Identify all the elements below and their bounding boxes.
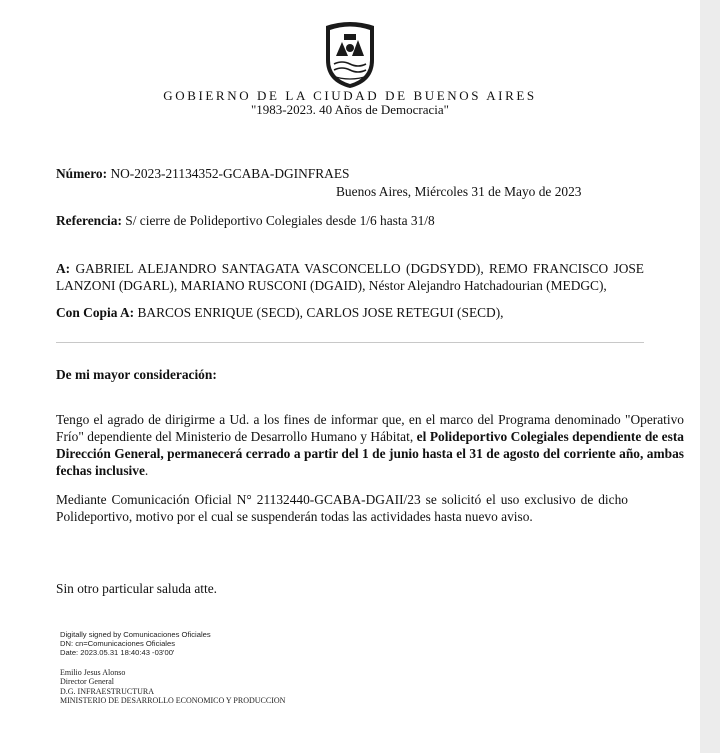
digital-signed-by: Digitally signed by Comunicaciones Oficiales [60, 630, 211, 639]
digital-dn: DN: cn=Comunicaciones Oficiales [60, 639, 176, 648]
body-paragraph-1 [56, 411, 684, 479]
p1-bold-text: el Polideportivo Colegiales dependiente de esta Dirección General, permanecerá cerrado a partir del 1 de junio hasta el 31 de agosto del corriente año, ambas fechas inclusive [56, 429, 684, 478]
signer-title: Director General [60, 677, 114, 687]
viewer-margin [700, 0, 720, 753]
p1-text: Tengo el agrado de dirigirme a Ud. a los fines de informar que, en el marco del Programa denominado "Operativo Frío" dependiente del Ministerio de Desarrollo Humano y Hábitat, [56, 412, 684, 444]
recipients-to [56, 260, 644, 294]
recipients-cc [56, 304, 504, 321]
signer-ministry: MINISTERIO DE DESARROLLO ECONOMICO Y PRODUCCION [60, 696, 286, 706]
closing-line: Sin otro particular saluda atte. [56, 581, 218, 596]
numero-value: NO-2023-21134352-GCABA-DGINFRAES [110, 166, 350, 181]
copia-label: Con Copia A: [56, 305, 135, 320]
numero-label: Número: [56, 166, 108, 181]
signer-unit: D.G. INFRAESTRUCTURA [60, 686, 155, 696]
p1-end: . [144, 463, 149, 478]
commemorative-motto: "1983-2023. 40 Años de Democracia" [251, 102, 449, 117]
document-number [56, 165, 349, 182]
signer-block [60, 668, 285, 706]
city-coat-of-arms-icon [322, 20, 378, 90]
digital-date: Date: 2023.05.31 18:40:43 -03'00' [60, 648, 175, 657]
salutation: De mi mayor consideración: [56, 367, 217, 382]
government-header: GOBIERNO DE LA CIUDAD DE BUENOS AIRES [163, 88, 537, 103]
digital-signature-block [60, 630, 211, 657]
date: Miércoles 31 de Mayo de 2023 [414, 184, 582, 199]
referencia-label: Referencia: [56, 213, 122, 228]
para-label: A: [56, 261, 71, 276]
para-value: GABRIEL ALEJANDRO SANTAGATA VASCONCELLO (DGDSYDD), REMO FRANCISCO JOSE LANZONI (DGARL), MARIANO RUSCONI (DGAID), Néstor Alejandro Hatchadourian (MEDGC), [56, 261, 644, 293]
copia-value: BARCOS ENRIQUE (SECD), CARLOS JOSE RETEGUI (SECD), [137, 305, 504, 320]
signer-name: Emilio Jesus Alonso [60, 668, 126, 677]
place-and-date [336, 183, 581, 200]
separator-line [56, 342, 644, 343]
body-paragraph-2: Mediante Comunicación Oficial N° 21132440-GCABA-DGAII/23 se solicitó el uso exclusivo de dicho Polideportivo, motivo por el cual se suspenderán todas las actividades hasta nuevo aviso. [56, 492, 628, 524]
referencia-value: S/ cierre de Polideportivo Colegiales desde 1/6 hasta 31/8 [125, 213, 435, 228]
place: Buenos Aires, [336, 184, 412, 199]
reference-line [56, 212, 435, 229]
